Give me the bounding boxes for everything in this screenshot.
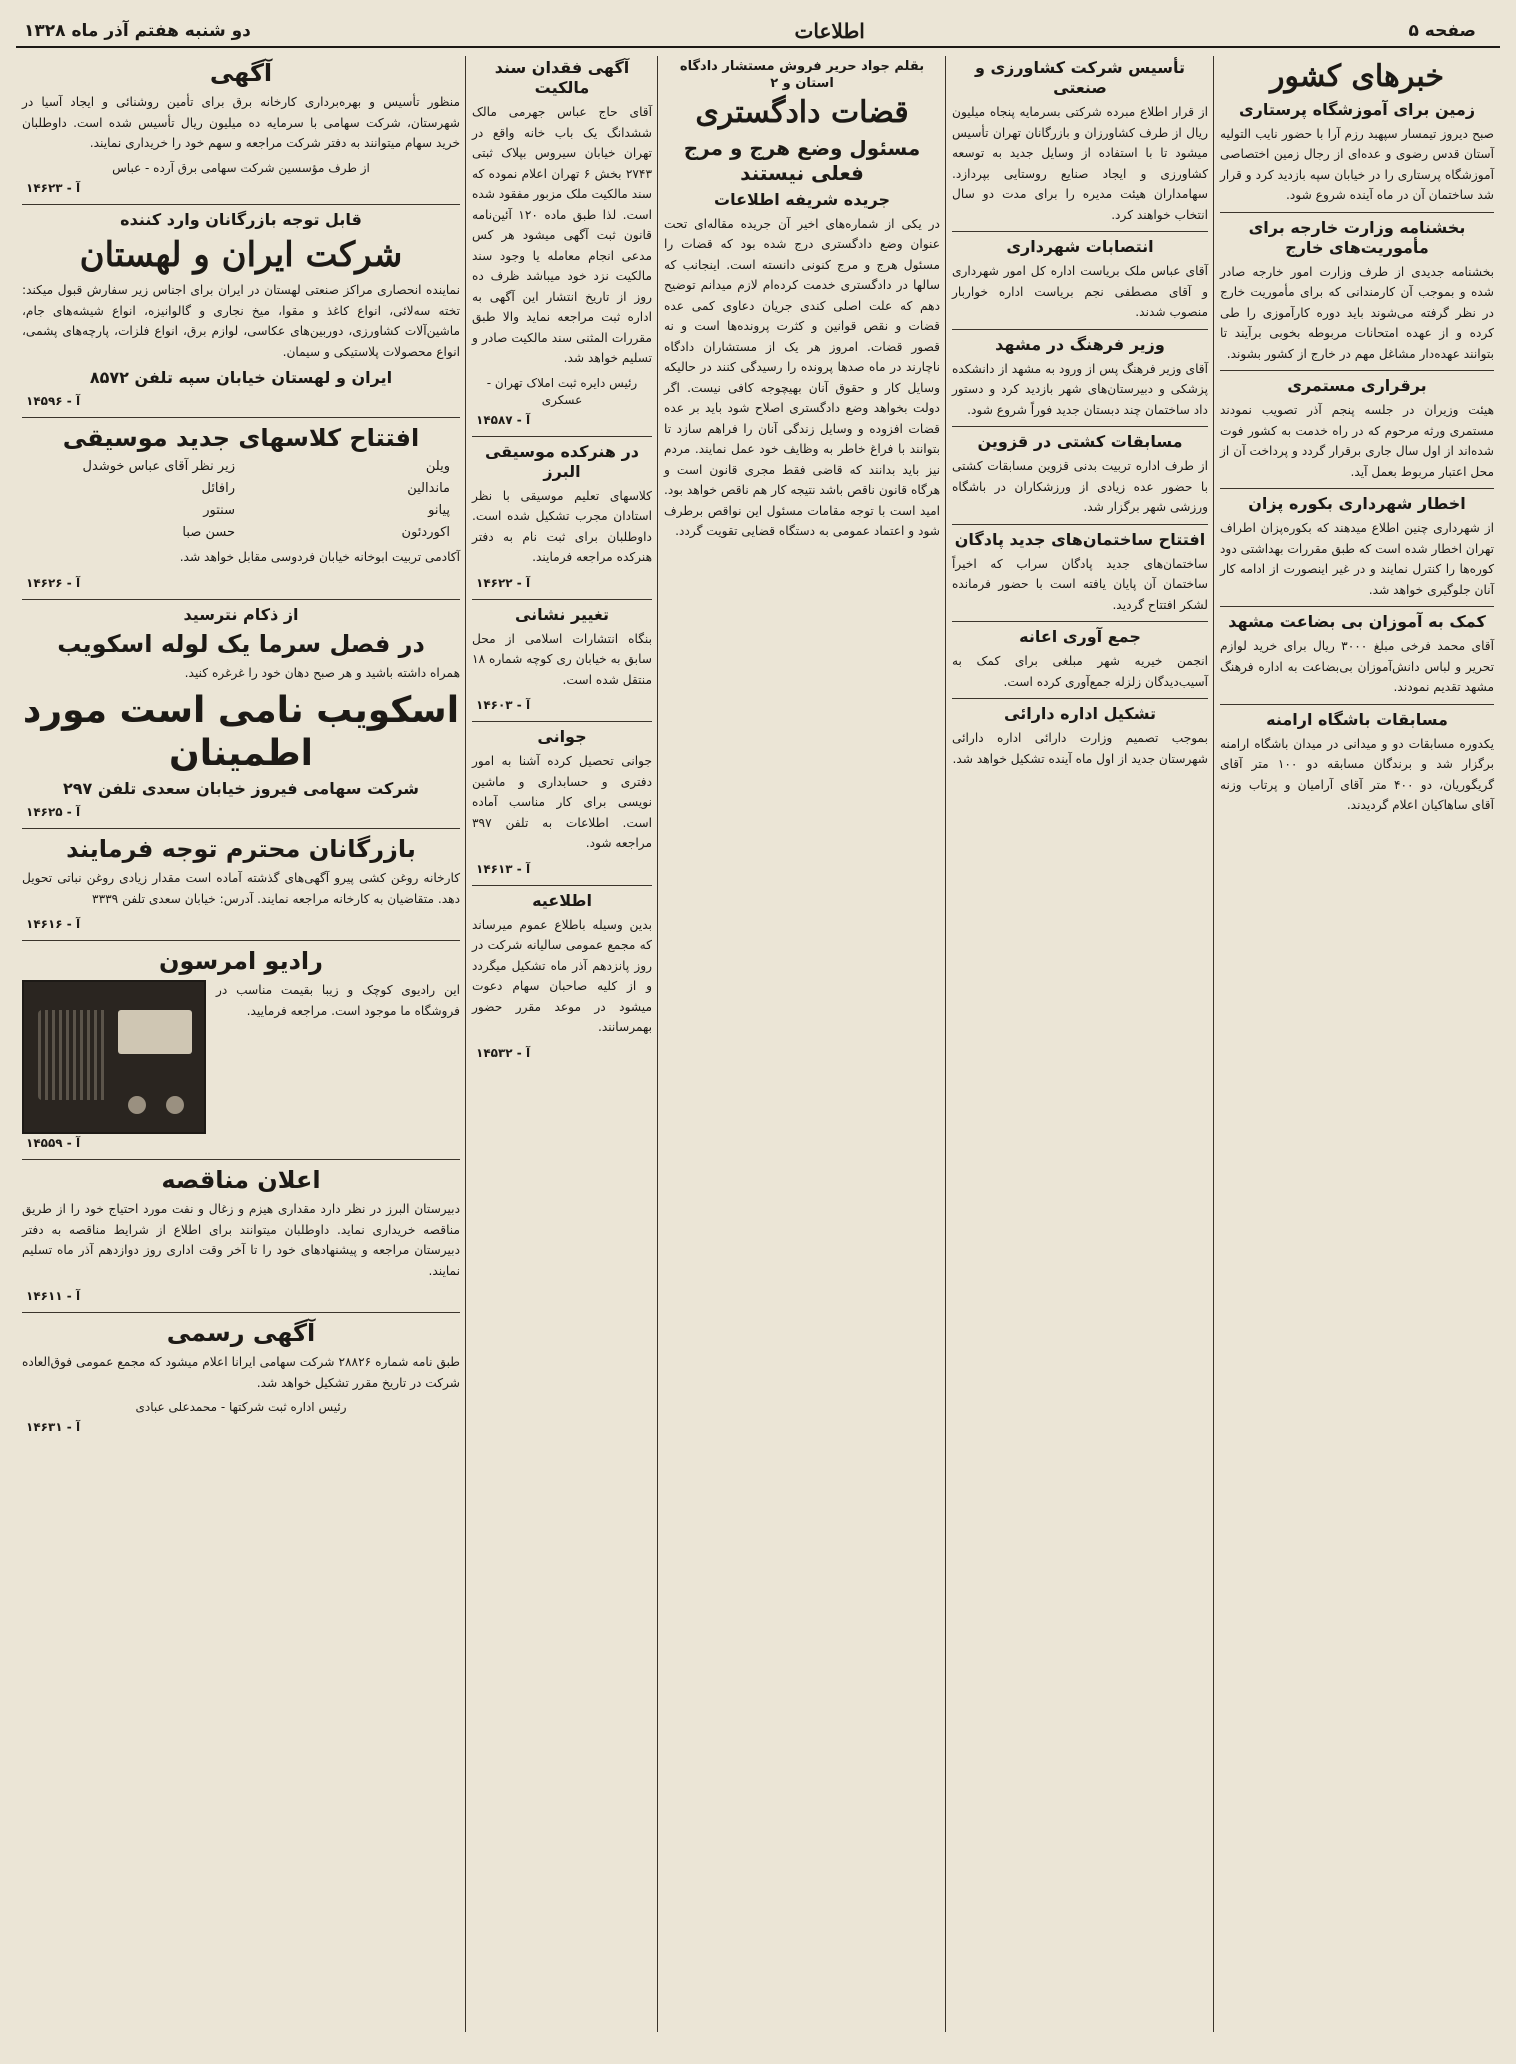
news-body: آقای محمد فرخی مبلغ ۳۰۰۰ ریال برای خرید لوازم تحریر و لباس دانش‌آموزان بی‌بضاعت به اداره فرهنگ مشهد تقدیم نمودند. bbox=[1220, 639, 1494, 694]
ad-body: این رادیوی کوچک و زیبا بقیمت مناسب در فروشگاه ما موجود است. مراجعه فرمایید. bbox=[216, 983, 460, 1018]
ad-code bbox=[22, 915, 460, 935]
ad-code-number: آ - ۱۴۶۲۳ bbox=[26, 180, 81, 195]
ad-line: سنتور bbox=[203, 503, 235, 518]
ad-title: اطلاعیه bbox=[532, 890, 592, 910]
ad-line: اکوردئون bbox=[401, 525, 450, 540]
ad-body: دبیرستان البرز در نظر دارد مقداری هیزم و زغال و نفت مورد احتیاج خود را از طریق مناقصه خریداری نماید. داوطلبان میتوانند برای اطلاع از شرایط مناقصه به دفتر دبیرستان مراجعه و پیشنهادهای خود را تا آخر وقت اداری روز دوازدهم آذر ماه تسلیم نمایند. bbox=[22, 1202, 460, 1278]
ad-code-number: آ - ۱۴۶۱۱ bbox=[26, 1289, 81, 1304]
news-body: یکدوره مسابقات دو و میدانی در میدان باشگاه ارامنه برگزار شد و برندگان مسابقه دو ۱۰۰ متر آقای گریگوریان، دو ۴۰۰ متر آقای آرامیان و پرتاب وزنه آقای ساهاکیان اعلام گردیدند. bbox=[1220, 736, 1494, 812]
item-divider bbox=[952, 621, 1208, 622]
item-divider bbox=[1220, 212, 1494, 213]
article-lead: جریده شریفه اطلاعات bbox=[714, 189, 890, 209]
ad-body: طبق نامه شماره ۲۸۸۲۶ شرکت سهامی ایرانا اعلام میشود که مجمع عمومی فوق‌العاده شرکت در تاریخ مقرر تشکیل خواهد شد. bbox=[22, 1355, 460, 1390]
paper-name: اطلاعات bbox=[794, 19, 865, 43]
section-title: خبرهای کشور bbox=[1269, 59, 1445, 94]
news-body: آقای وزیر فرهنگ پس از ورود به مشهد از دانشکده پزشکی و دبیرستان‌های شهر بازدید کرد و دستور داد ساختمان چند دبستان جدید فوراً شروع شود. bbox=[952, 361, 1208, 417]
ad-code bbox=[472, 860, 652, 880]
ad-divider bbox=[472, 436, 652, 437]
ad-kicker: قابل توجه بازرگانان وارد کننده bbox=[120, 209, 362, 229]
ad-code bbox=[22, 803, 460, 823]
news-body: از طرف اداره تربیت بدنی قزوین مسابقات کشتی با حضور عده زیادی از ورزشکاران در باشگاه ورزشی شهر برگزار شد. bbox=[952, 459, 1208, 514]
ad-title: آگهی bbox=[209, 59, 273, 87]
ad-divider bbox=[22, 417, 460, 418]
column-article bbox=[658, 56, 946, 2032]
news-heading: افتتاح ساختمان‌های جدید پادگان bbox=[954, 529, 1206, 549]
ad-body: همراه داشته باشید و هر صبح دهان خود را غرغره کنید. bbox=[184, 665, 460, 680]
news-heading: زمین برای آموزشگاه پرستاری bbox=[1238, 99, 1476, 119]
ad-code-number: آ - ۱۴۶۰۳ bbox=[476, 698, 531, 712]
newspaper-page bbox=[16, 16, 1500, 2032]
ad-code bbox=[22, 1134, 460, 1154]
news-body: آقای عباس ملک بریاست اداره کل امور شهرداری و آقای مصطفی نجم بریاست اداره خواربار منصوب شدند. bbox=[952, 264, 1208, 319]
ad-address: ایران و لهستان خیابان سپه تلفن ۸۵۷۲ bbox=[89, 368, 393, 387]
ad-body: کلاسهای تعلیم موسیقی با نظر استادان مجرب تشکیل شده است. داوطلبان برای ثبت نام به دفتر هنرکده مراجعه فرمایند. bbox=[472, 488, 652, 564]
ad-body: کارخانه روغن کشی پیرو آگهی‌های گذشته آماده است مقدار زیادی روغن نباتی تحویل دهد. متقاضیان به کارخانه مراجعه نمایند. آدرس: خیابان سعدی تلفن ۳۳۳۹ bbox=[22, 871, 460, 906]
ad-divider bbox=[22, 1159, 460, 1160]
ad-body: آکادمی تربیت ابوخانه خیابان فردوسی مقابل خواهد شد. bbox=[179, 550, 460, 564]
ad-title: اعلان مناقصه bbox=[161, 1166, 321, 1195]
column-news-2 bbox=[946, 56, 1214, 2032]
ad-line: حسن صبا bbox=[182, 525, 235, 540]
news-heading: جمع آوری اعانه bbox=[1019, 627, 1141, 646]
item-divider bbox=[952, 329, 1208, 330]
ad-block bbox=[472, 605, 652, 717]
ad-block bbox=[22, 423, 460, 594]
news-body: انجمن خیریه شهر مبلغی برای کمک به آسیب‌دیدگان زلزله جمع‌آوری کرده است. bbox=[952, 654, 1208, 689]
ad-block bbox=[472, 727, 652, 880]
radio-text bbox=[216, 980, 460, 1027]
ad-title: افتتاح کلاسهای جدید موسیقی bbox=[62, 424, 420, 452]
ad-line: ویلن bbox=[425, 459, 450, 474]
ad-block bbox=[472, 891, 652, 1064]
news-heading: کمک به آموزان بی بضاعت مشهد bbox=[1228, 612, 1486, 631]
ad-code bbox=[22, 179, 460, 199]
ad-code bbox=[22, 1418, 460, 1438]
ad-code bbox=[472, 1044, 652, 1064]
ad-code-number: آ - ۱۴۶۲۵ bbox=[26, 805, 81, 820]
ad-line: ماندالین bbox=[407, 481, 450, 496]
news-heading: تأسیس شرکت کشاورزی و صنعتی bbox=[974, 58, 1186, 97]
ad-body: نماینده انحصاری مراکز صنعتی لهستان در ایران برای اجناس زیر سفارش قبول میکند: تخته سه‌لائی، انواع کاغذ و مقوا، میخ نجاری و گالوانیزه، انواع شیشه‌های جام، ماشین‌آلات کشاورزی، دوربین‌های عکاسی، لوازم برق، انواع فلزات، پارچه‌های پشمی، انواع محصولات پلاستیکی و سیمان. bbox=[22, 283, 460, 359]
ad-line: زیر نظر آقای عباس خوشدل bbox=[82, 459, 235, 474]
ad-block bbox=[22, 605, 460, 824]
item-divider bbox=[952, 524, 1208, 525]
ad-line: پیانو bbox=[428, 503, 450, 518]
ad-divider bbox=[22, 940, 460, 941]
article-subtitle: مسئول وضع هرج و مرج فعلی نیستند bbox=[683, 135, 921, 185]
news-body: بخشنامه جدیدی از طرف وزارت امور خارجه صادر شده و بموجب آن کارمندانی که برای مأموریت خارج در نظر گرفته می‌شوند باید دوره کارآموزی را طی کرده و از عهده امتحانات مربوطه بخوبی برآیند تا بتوانند عهده‌دار مشاغل مهم در خارج از کشور بشوند. bbox=[1220, 264, 1494, 361]
ad-divider bbox=[472, 721, 652, 722]
news-heading: انتصابات شهرداری bbox=[1006, 237, 1154, 256]
ad-title: رادیو امرسون bbox=[159, 947, 323, 976]
ad-divider bbox=[22, 1312, 460, 1313]
column-news bbox=[1214, 56, 1500, 2032]
ad-block bbox=[22, 1318, 460, 1438]
item-divider bbox=[1220, 704, 1494, 705]
article-byline: بقلم جواد حریر فروش مستشار دادگاه استان و ۲ bbox=[679, 59, 925, 91]
ad-line: رافائل bbox=[201, 481, 235, 496]
news-heading: بخشنامه وزارت خارجه برای مأموریت‌های خارج bbox=[1248, 217, 1466, 257]
ad-lines bbox=[32, 457, 450, 543]
ad-code-number: آ - ۱۴۶۲۶ bbox=[26, 575, 81, 590]
ad-block bbox=[22, 58, 460, 199]
ad-title: شرکت ایران و لهستان bbox=[79, 234, 403, 275]
ad-code-number: آ - ۱۴۶۲۲ bbox=[476, 575, 531, 590]
ad-code bbox=[22, 392, 460, 412]
ad-code-number: آ - ۱۴۵۹۶ bbox=[26, 394, 81, 408]
radio-ad bbox=[22, 980, 460, 1134]
ad-block bbox=[472, 58, 652, 431]
ad-title: بازرگانان محترم توجه فرمایند bbox=[66, 835, 416, 864]
ad-address: شرکت سهامی فیروز خیابان سعدی تلفن ۲۹۷ bbox=[62, 779, 420, 799]
ad-title: تغییر نشانی bbox=[514, 604, 610, 624]
news-heading: تشکیل اداره دارائی bbox=[1004, 704, 1156, 723]
ad-code-number: آ - ۱۴۶۳۱ bbox=[26, 1420, 81, 1435]
news-heading: وزیر فرهنگ در مشهد bbox=[995, 334, 1165, 354]
ad-divider bbox=[22, 828, 460, 829]
ad-title: در فصل سرما یک لوله اسکویب bbox=[57, 629, 425, 658]
article-body: در یکی از شماره‌های اخیر آن جریده مقاله‌ای تحت عنوان وضع دادگستری درج شده بود که قضات را مسئول هرج و مرج کنونی دانسته است. اینجانب که سالها در دادگستری خدمت کرده‌ام لازم میدانم توضیح دهم که علت اصلی کندی جریان دعاوی کمی عده قضات و نقص قوانین و کثرت پرونده‌ها است و نه قصور قضات. امروز هر یک از مستشاران دادگاه ناچارند در ماه صدها پرونده را رسیدگی کنند در حالیکه وسایل کار و حقوق آنان بهیچوجه کافی نیست. اگر دولت بخواهد وضع دادگستری اصلاح شود باید بر عده قضات افزوده و وسایل زندگی آنان را فراهم سازد تا بتوانند با فراغ خاطر به وظایف خود عمل نمایند. مردم نیز باید بدانند که قاضی فقط مجری قانون است و هرگاه قانون ناقص باشد نتیجه کار هم ناقص خواهد بود. امید است با توجه مقامات مسئول این نواقص برطرف شود و اعتماد عمومی به دستگاه قضایی تقویت گردد. bbox=[664, 216, 940, 538]
ad-title: جوانی bbox=[537, 727, 587, 746]
ad-code bbox=[22, 574, 460, 594]
ad-body: جوانی تحصیل کرده آشنا به امور دفتری و حسابداری و ماشین نویسی برای کار مناسب آماده است. اطلاعات به تلفن ۳۹۷ مراجعه شود. bbox=[472, 754, 652, 850]
news-body: از قرار اطلاع مبرده شرکتی بسرمایه پنجاه میلیون ریال از طرف کشاورزان و بازرگانان تهران تأسیس میشود تا با استفاده از وسایل جدید به توسعه کشاورزی و ایجاد صنایع روستایی بپردازد. سهامداران هیئت مدیره را برای مدت دو سال انتخاب خواهند کرد. bbox=[952, 105, 1208, 222]
item-divider bbox=[952, 698, 1208, 699]
ad-code bbox=[22, 1287, 460, 1307]
radio-grille bbox=[38, 1010, 108, 1100]
item-divider bbox=[1220, 606, 1494, 607]
news-heading: برقراری مستمری bbox=[1287, 376, 1427, 395]
column-ads-2 bbox=[16, 56, 466, 2032]
news-heading: مسابقات باشگاه ارامنه bbox=[1266, 709, 1448, 729]
column-ads-1 bbox=[466, 56, 658, 2032]
radio-knob bbox=[128, 1096, 146, 1114]
ad-code-number: آ - ۱۴۵۳۲ bbox=[476, 1045, 531, 1060]
ad-body: منظور تأسیس و بهره‌برداری کارخانه برق برای تأمین روشنائی و ایجاد آسیا در شهرستان، شرکت سهامی با سرمایه ده میلیون ریال تأسیس شده است. داوطلبان خرید سهام میتوانند به دفتر شرکت مراجعه و سهم خود را خریداری نمایند. bbox=[22, 95, 460, 150]
ad-code-number: آ - ۱۴۶۱۶ bbox=[26, 917, 81, 932]
ad-divider bbox=[22, 599, 460, 600]
radio-image bbox=[22, 980, 206, 1134]
ad-signature: رئیس اداره ثبت شرکتها - محمدعلی عبادی bbox=[135, 1400, 347, 1415]
news-body: بموجب تصمیم وزارت دارائی اداره دارائی شهرستان جدید از اول ماه آینده تشکیل خواهد شد. bbox=[952, 731, 1208, 766]
ad-body: بنگاه انتشارات اسلامی از محل سابق به خیابان ری کوچه شماره ۱۸ منتقل شده است. bbox=[472, 631, 652, 687]
ad-block bbox=[22, 946, 460, 1154]
ad-block bbox=[22, 1165, 460, 1307]
ad-code-number: آ - ۱۴۵۸۷ bbox=[476, 412, 531, 427]
ad-signature: از طرف مؤسسین شرکت سهامی برق آرده - عباس bbox=[112, 160, 370, 175]
item-divider bbox=[952, 231, 1208, 232]
ad-code bbox=[472, 574, 652, 594]
article-title: قضات دادگستری bbox=[695, 95, 909, 130]
ad-divider bbox=[472, 599, 652, 600]
ad-slogan: اسکویب نامی است مورد اطمینان bbox=[22, 690, 460, 775]
ad-body: بدین وسیله باطلاع عموم میرساند که مجمع عمومی سالیانه شرکت در روز پانزدهم آذر ماه تشکیل میگردد و از کلیه صاحبان سهام دعوت میشود در موعد مقرر حضور بهمرسانند. bbox=[472, 917, 652, 1034]
radio-knob bbox=[166, 1096, 184, 1114]
ad-divider bbox=[22, 204, 460, 205]
news-heading: مسابقات کشتی در قزوین bbox=[977, 432, 1183, 451]
ad-divider bbox=[472, 885, 652, 886]
item-divider bbox=[1220, 370, 1494, 371]
ad-code bbox=[472, 411, 652, 431]
news-body: صبح دیروز تیمسار سپهبد رزم آرا با حضور نایب‌ التولیه آستان قدس رضوی و عده‌ای از رجال زمین اختصاصی آموزشگاه پرستاری را در خیابان سپه بازدید کرد و قرار شد ساختمان آن در ماه آینده شروع شود. bbox=[1220, 126, 1494, 202]
ad-code-number: آ - ۱۴۵۵۹ bbox=[26, 1136, 81, 1151]
ad-code-number: آ - ۱۴۶۱۳ bbox=[476, 861, 531, 876]
ad-block bbox=[22, 210, 460, 413]
ad-code bbox=[472, 696, 652, 716]
ad-kicker: از ذکام نترسید bbox=[183, 604, 299, 624]
radio-dial bbox=[118, 1010, 192, 1054]
news-body: ساختمان‌های جدید پادگان سراب که اخیراً ساختمان آن پایان یافته است با حضور فرمانده لشکر افتتاح گردید. bbox=[952, 556, 1208, 612]
ad-block bbox=[472, 442, 652, 594]
news-body: از شهرداری چنین اطلاع میدهند که بکوره‌پزان اطراف تهران اخطار شده است که طبق مقررات بهداشتی دود کوره‌ها را کنترل نمایند و در غیر اینصورت از ادامه کار آنان جلوگیری خواهد شد. bbox=[1220, 521, 1494, 597]
ad-block bbox=[22, 834, 460, 935]
page-header bbox=[16, 16, 1500, 48]
page-number: صفحه ۵ bbox=[1408, 21, 1476, 41]
item-divider bbox=[1220, 488, 1494, 489]
ad-signature: رئیس دایره ثبت املاک تهران - عسکری bbox=[486, 375, 638, 407]
item-divider bbox=[952, 426, 1208, 427]
news-body: هیئت وزیران در جلسه پنجم آذر تصویب نمودند مستمری ورثه مرحوم که در راه خدمت به کشور فوت شده‌اند از اول سال جاری برقرار گردد و پرداخت آن از محل اعتبار مربوط بعمل آید. bbox=[1220, 403, 1494, 479]
news-heading: اخطار شهرداری بکوره پزان bbox=[1248, 494, 1466, 513]
issue-date: دو شنبه هفتم آذر ماه ۱۳۲۸ bbox=[24, 21, 251, 41]
ad-title: در هنرکده موسیقی البرز bbox=[484, 441, 640, 481]
ad-body: آقای حاج عباس جهرمی مالک ششدانگ یک باب خانه واقع در تهران خیابان سیروس بپلاک ثبتی ۲۷۴۳ بخش ۶ تهران اعلام نموده که سند مالکیت ملک مزبور مفقود شده است. لذا طبق ماده ۱۲۰ آئین‌نامه قانون ثبت آگهی میشود هر کس مدعی انجام معامله یا وجود سند مالکیت نزد خود میباشد ظرف ده روز از تاریخ انتشار این آگهی به اداره ثبت مراجعه نماید والا طبق مقررات المثنی سند مالکیت صادر و تسلیم خواهد شد. bbox=[472, 105, 653, 365]
ad-title: آگهی رسمی bbox=[166, 1319, 316, 1348]
ad-title: آگهی فقدان سند مالکیت bbox=[494, 58, 630, 97]
